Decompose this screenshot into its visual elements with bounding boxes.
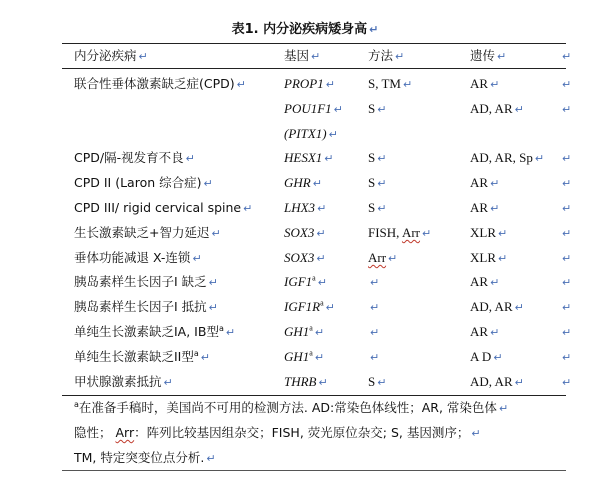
cell-gene: PROP1 ↵ (284, 76, 335, 91)
header-disease: 内分泌疾病 ↵ (74, 48, 148, 63)
cell-gene: GH1$^a$ ↵ (284, 348, 325, 364)
paragraph-mark-icon: ↵ (225, 326, 236, 339)
paragraph-mark-icon: ↵ (317, 202, 327, 215)
row-end-mark-icon: ↵ (562, 103, 572, 116)
page-bottom-rule (62, 470, 566, 471)
row-end-mark-icon: ↵ (562, 177, 572, 190)
cell-gene: POU1F1 ↵ (284, 101, 343, 116)
cell-inheritance: AR ↵ (470, 274, 500, 289)
cell-method (368, 324, 379, 341)
cell-disease: 胰岛素样生长因子I 抵抗 ↵ (74, 299, 218, 314)
paragraph-mark-icon: ↵ (514, 301, 524, 314)
paragraph-mark-icon: ↵ (314, 351, 325, 364)
cell-method (368, 349, 379, 366)
paragraph-mark-icon: ↵ (163, 376, 173, 389)
paragraph-mark-icon: ↵ (325, 301, 335, 314)
paragraph-mark-icon: ↵ (370, 301, 380, 314)
cell-disease: 联合性垂体激素缺乏症(CPD) ↵ (74, 76, 246, 91)
paragraph-mark-icon: ↵ (324, 152, 334, 165)
cell-method (368, 274, 379, 291)
paragraph-mark-icon: ↵ (236, 78, 246, 91)
paragraph-mark-icon: ↵ (208, 301, 218, 314)
paragraph-mark-icon: ↵ (377, 202, 387, 215)
cell-disease: 垂体功能减退 X-连锁 ↵ (74, 250, 202, 265)
row-end-mark-icon: ↵ (562, 276, 572, 289)
cell-gene: GHR ↵ (284, 175, 322, 190)
header-gene: 基因 ↵ (284, 48, 321, 63)
paragraph-mark-icon: ↵ (208, 276, 218, 289)
cell-gene: IGF1$^a$ ↵ (284, 273, 327, 289)
cell-method: S, TM ↵ (368, 76, 413, 91)
row-end-mark-icon: ↵ (562, 376, 572, 389)
paragraph-mark-icon: ↵ (192, 252, 202, 265)
cell-gene: LHX3 ↵ (284, 200, 327, 215)
paragraph-mark-icon: ↵ (312, 177, 322, 190)
cell-disease: 甲状腺激素抵抗 ↵ (74, 374, 173, 389)
row-end-mark-icon: ↵ (562, 152, 572, 165)
paragraph-mark-icon: ↵ (370, 351, 380, 364)
cell-gene: (PITX1) ↵ (284, 126, 338, 141)
cell-method: FISH, Arr ↵ (368, 225, 432, 240)
paragraph-mark-icon: ↵ (534, 152, 545, 165)
cell-inheritance: AD, AR ↵ (470, 101, 524, 116)
row-end-mark-icon: ↵ (562, 50, 572, 63)
cell-disease: CPD III/ rigid cervical spine ↵ (74, 200, 253, 215)
cell-inheritance: AD, AR, Sp ↵ (470, 150, 545, 165)
paragraph-mark-icon: ↵ (243, 202, 253, 215)
paragraph-mark-icon: ↵ (211, 227, 221, 240)
row-end-mark-icon: ↵ (562, 326, 572, 339)
cell-method: S ↵ (368, 175, 387, 190)
caption-text: 表1. 内分泌疾病矮身高 (231, 22, 368, 37)
cell-gene: SOX3 ↵ (284, 250, 326, 265)
table-footnote (74, 396, 566, 471)
paragraph-mark-icon: ↵ (403, 78, 413, 91)
cell-method: S ↵ (368, 200, 387, 215)
cell-method: Arr ↵ (368, 250, 398, 265)
paragraph-mark-icon: ↵ (514, 376, 524, 389)
paragraph-mark-icon: ↵ (498, 252, 508, 265)
cell-inheritance: AD, AR ↵ (470, 299, 524, 314)
paragraph-mark-icon: ↵ (370, 276, 380, 289)
table-header-rule (62, 68, 566, 69)
row-end-mark-icon: ↵ (562, 351, 572, 364)
table-top-rule (62, 43, 566, 44)
cell-disease: 单纯生长激素缺乏IA, IB型$^a$ ↵ (74, 323, 236, 339)
paragraph-mark-icon: ↵ (314, 326, 325, 339)
row-end-mark-icon: ↵ (562, 78, 572, 91)
table-caption (0, 18, 610, 37)
footnote-line-3: TM, 特定突变位点分析. ↵ (74, 450, 216, 465)
row-end-mark-icon: ↵ (562, 227, 572, 240)
paragraph-mark-icon: ↵ (490, 177, 500, 190)
paragraph-mark-icon: ↵ (316, 252, 326, 265)
row-end-mark-icon: ↵ (562, 301, 572, 314)
paragraph-mark-icon: ↵ (388, 252, 398, 265)
paragraph-mark-icon: ↵ (185, 152, 195, 165)
paragraph-mark-icon: ↵ (422, 227, 432, 240)
paragraph-mark-icon: ↵ (318, 376, 328, 389)
paragraph-mark-icon: ↵ (316, 227, 326, 240)
cell-gene: HESX1 ↵ (284, 150, 334, 165)
cell-inheritance: AR ↵ (470, 175, 500, 190)
cell-inheritance: AR ↵ (470, 76, 500, 91)
cell-gene: SOX3 ↵ (284, 225, 326, 240)
cell-disease: 单纯生长激素缺乏II型$^a$ ↵ (74, 348, 210, 364)
cell-inheritance: AR ↵ (470, 200, 500, 215)
cell-method: S ↵ (368, 150, 387, 165)
cell-inheritance: AR ↵ (470, 324, 500, 339)
paragraph-mark-icon: ↵ (325, 78, 335, 91)
cell-inheritance: AD, AR ↵ (470, 374, 524, 389)
footnote-line-1: $^a$在准备手稿时，美国尚不可用的检测方法. AD:常染色体线性；AR, 常染色体 ↵ (74, 399, 509, 415)
cell-inheritance: XLR ↵ (470, 250, 508, 265)
header-inheritance: 遗传 ↵ (470, 48, 507, 63)
paragraph-mark-icon: ↵ (498, 227, 508, 240)
paragraph-mark-icon: ↵ (493, 351, 503, 364)
cell-method: S ↵ (368, 374, 387, 389)
cell-method: S ↵ (368, 101, 387, 116)
footnote-line-2: 隐性； Arr：阵列比较基因组杂交；FISH, 荧光原位杂交; S, 基因测序； ↵ (74, 425, 481, 440)
paragraph-mark-icon: ↵ (377, 376, 387, 389)
paragraph-mark-icon: ↵ (490, 276, 500, 289)
cell-inheritance: A D ↵ (470, 349, 503, 364)
header-method: 方法 ↵ (368, 48, 405, 63)
cell-disease: 胰岛素样生长因子I 缺乏 ↵ (74, 274, 218, 289)
paragraph-mark-icon: ↵ (377, 177, 387, 190)
paragraph-mark-icon: ↵ (369, 23, 379, 36)
cell-inheritance: XLR ↵ (470, 225, 508, 240)
row-end-mark-icon: ↵ (562, 252, 572, 265)
cell-disease: 生长激素缺乏+智力延迟 ↵ (74, 225, 221, 240)
paragraph-mark-icon: ↵ (377, 152, 387, 165)
cell-gene: THRB ↵ (284, 374, 328, 389)
cell-disease: CPD II (Laron 综合症) ↵ (74, 175, 213, 190)
paragraph-mark-icon: ↵ (200, 351, 210, 364)
cell-gene: GH1$^a$ ↵ (284, 323, 325, 339)
cell-disease: CPD/隔-视发育不良 ↵ (74, 150, 195, 165)
paragraph-mark-icon: ↵ (490, 78, 500, 91)
paragraph-mark-icon: ↵ (377, 103, 387, 116)
row-end-mark-icon: ↵ (562, 202, 572, 215)
paragraph-mark-icon: ↵ (490, 326, 500, 339)
cell-gene: $IGF1R^a$ ↵ (284, 298, 335, 314)
paragraph-mark-icon: ↵ (328, 128, 338, 141)
paragraph-mark-icon: ↵ (514, 103, 524, 116)
paragraph-mark-icon: ↵ (370, 326, 380, 339)
cell-method (368, 299, 379, 316)
paragraph-mark-icon: ↵ (333, 103, 343, 116)
paragraph-mark-icon: ↵ (203, 177, 213, 190)
paragraph-mark-icon: ↵ (490, 202, 500, 215)
paragraph-mark-icon: ↵ (317, 276, 327, 289)
